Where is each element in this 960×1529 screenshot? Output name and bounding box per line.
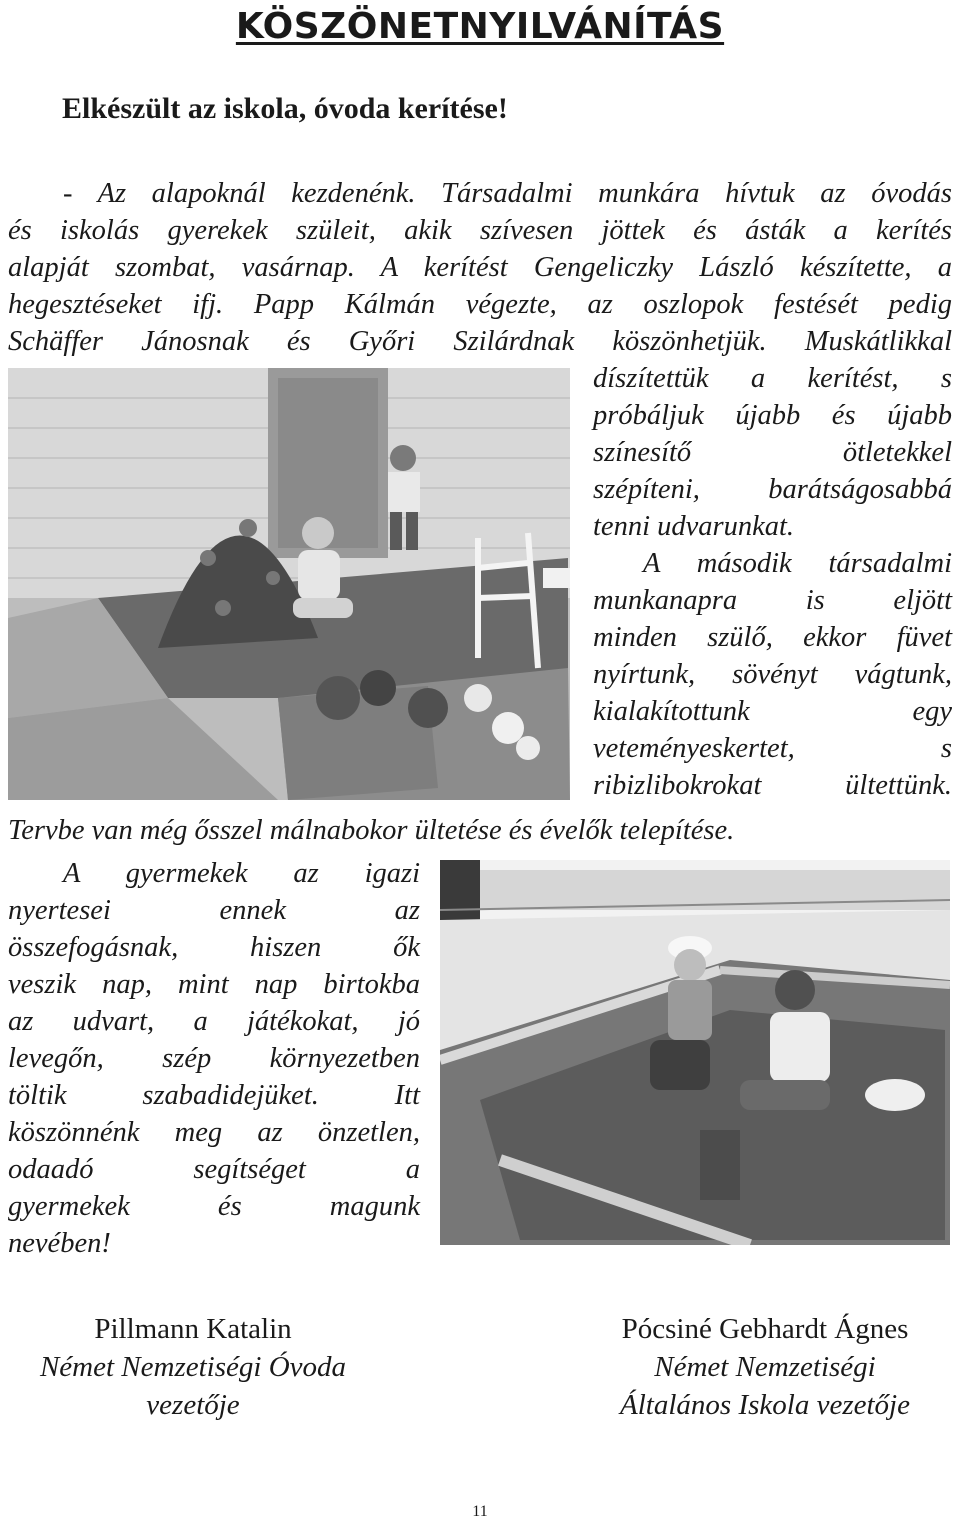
full-width-line: Tervbe van még ősszel málnabokor ültetése és évelők telepítése. [8,815,735,846]
right-line: szépíteni, barátságosabbá [593,474,952,505]
right-column-text [593,360,952,804]
intro-line: Schäffer Jánosnak és Győri Szilárdnak köszönhetjük. Muskátlikkal [8,326,952,357]
right-line: díszítettük a kerítést, s [593,363,952,394]
left-line: gyermekek és magunk [8,1191,420,1222]
left-line: nevében! [8,1228,111,1259]
signer-role: Német Nemzetiségi Óvoda [39,1351,347,1383]
left-line: köszönnénk meg az önzetlen, [8,1117,420,1148]
right-line: tenni udvarunkat. [593,511,795,542]
intro-line: alapját szombat, vasárnap. A kerítést Gengeliczky László készítette, a [8,252,952,283]
right-line: nyírtunk, sövényt vágtunk, [593,659,952,690]
page-number: 11 [472,1503,488,1520]
left-line: összefogásnak, hiszen ők [8,932,420,963]
intro-paragraph [8,175,952,360]
right-line: munkanapra is eljött [593,585,952,616]
sandbox-photo [440,860,950,1245]
signer-role: Általános Iskola vezetője [620,1389,910,1421]
right-line: színesítő ötletekkel [593,437,952,468]
left-line: levegőn, szép környezetben [8,1043,420,1074]
right-line: ribizlibokrokat ültettünk. [593,770,952,801]
intro-line: - Az alapoknál kezdenénk. Társadalmi munkára hívtuk az óvodás [63,178,952,209]
signer-name: Pócsiné Gebhardt Ágnes [621,1313,909,1345]
left-line: A gyermekek az igazi [63,858,420,889]
right-line: A második társadalmi [643,548,952,579]
intro-line: és iskolás gyerekek szüleit, akik szívesen jöttek és ásták a kerítés [8,215,952,246]
page-title: KÖSZÖNETNYILVÁNÍTÁS [235,6,725,47]
right-line: veteményeskertet, s [593,733,952,764]
signature-left [8,1313,378,1424]
right-line: minden szülő, ekkor füvet [593,622,952,653]
left-line: veszik nap, mint nap birtokba [8,969,420,1000]
right-line: kialakítottunk egy [593,696,952,727]
courtyard-photo [8,368,570,800]
left-line: odaadó segítséget a [8,1154,420,1185]
right-line: próbáljuk újabb és újabb [593,400,952,431]
signer-role: Német Nemzetiségi [654,1351,876,1383]
signer-role: vezetője [146,1389,240,1421]
intro-line: hegesztéseket ifj. Papp Kálmán végezte, az oszlopok festését pedig [8,289,952,320]
left-line: töltik szabadidejüket. Itt [8,1080,420,1111]
signer-name: Pillmann Katalin [94,1313,292,1345]
headline: Elkészült az iskola, óvoda kerítése! [62,92,508,125]
left-column-text [8,855,420,1262]
left-line: az udvart, a játékokat, jó [8,1006,420,1037]
signature-right [580,1313,950,1424]
left-line: nyertesei ennek az [8,895,420,926]
